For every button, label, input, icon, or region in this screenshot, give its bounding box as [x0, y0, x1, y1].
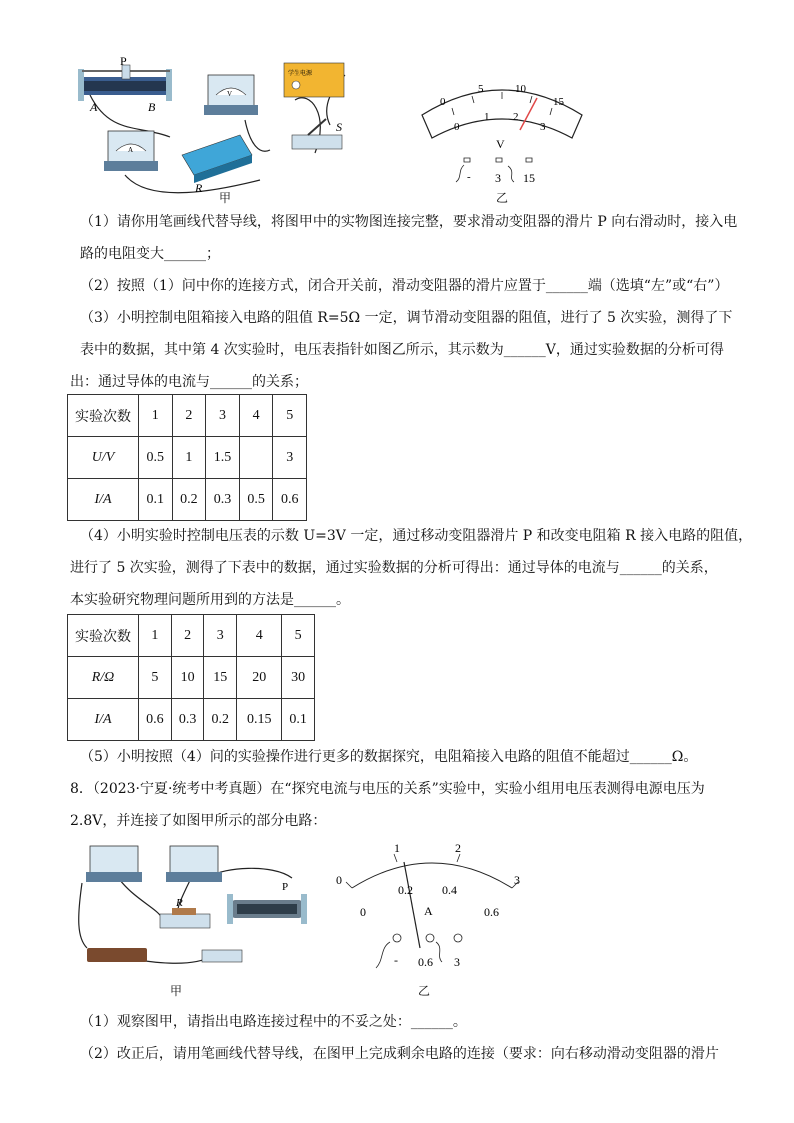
figure-2-caption-right: 乙: [418, 984, 431, 998]
table-row: I/A 0.6 0.3 0.2 0.15 0.1: [68, 699, 315, 741]
figure-2-circuit: [72, 838, 322, 973]
amp-terminal-0.6: 0.6: [418, 955, 433, 969]
amp-unit: A: [424, 904, 433, 918]
rheostat: [227, 894, 307, 924]
resistance-box-label: R: [195, 181, 203, 195]
amp-terminal-neg: -: [394, 953, 398, 967]
slider-p-label: P: [120, 55, 127, 68]
volt-terminal-neg: -: [467, 171, 471, 183]
volt-outer-tick-10: 10: [515, 83, 526, 95]
q1-part4-line3: 本实验研究物理问题所用到的方法是______。: [70, 592, 350, 608]
figure-1-caption-left: 甲: [219, 191, 232, 205]
volt-terminal-3: 3: [495, 171, 501, 185]
switch: [202, 950, 242, 962]
table-row: 实验次数 1 2 3 4 5: [68, 615, 315, 657]
q8-part1: （1）观察图甲，请指出电路连接过程中的不妥之处：______。: [80, 1014, 467, 1030]
ammeter: [86, 846, 142, 882]
amp-terminal-3: 3: [454, 955, 460, 969]
volt-outer-tick-5: 5: [478, 83, 484, 95]
q1-part4-line2: 进行了 5 次实验，测得了下表中的数据，通过实验数据的分析可得出：通过导体的电流与______的关系，: [70, 560, 718, 576]
amp-inner-tick-0.4: 0.4: [442, 883, 457, 897]
figure-2-ammeter-dial: [332, 838, 532, 973]
figure-1-caption-right: 乙: [496, 191, 509, 205]
amp-inner-tick-0.6: 0.6: [484, 905, 499, 919]
volt-inner-tick-0: 0: [454, 121, 460, 133]
table-row: 实验次数 1 2 3 4 5: [68, 395, 307, 437]
terminal-b-label: B: [148, 100, 156, 114]
switch-label: S: [336, 120, 342, 134]
q1-part1-line1: （1）请你用笔画线代替导线，将图甲中的实物图连接完整，要求滑动变阻器的滑片 P 向右滑动时，接入电: [80, 214, 738, 230]
q1-part2: （2）按照（1）问中你的连接方式，闭合开关前，滑动变阻器的滑片应置于______端（选填“左”或“右”）: [80, 278, 729, 294]
switch: [292, 119, 342, 149]
rheostat-p-label: P: [282, 881, 289, 893]
power-supply-label: 学生电源: [288, 71, 313, 77]
q1-part3-line2: 表中的数据，其中第 4 次实验时，电压表指针如图乙所示，其示数为______V，通过实验数据的分析可得: [80, 342, 724, 358]
amp-outer-tick-1: 1: [394, 841, 400, 855]
ammeter-label: A: [128, 146, 134, 154]
figure-1-voltmeter-dial: [412, 70, 592, 190]
figure-1-circuit: [70, 55, 370, 205]
terminal-a-label: A: [90, 100, 98, 114]
data-table-2: [67, 614, 315, 741]
power-supply: [284, 63, 344, 97]
q1-part4-line1: （4）小明实验时控制电压表的示数 U=3V 一定，通过移动变阻器滑片 P 和改变电阻箱 R 接入电路的阻值，: [80, 528, 753, 544]
volt-inner-tick-3: 3: [540, 121, 546, 133]
voltmeter: [166, 846, 222, 882]
q8-intro-line1: 8．（2023·宁夏·统考中考真题）在“探究电流与电压的关系”实验中，实验小组用电压表测得电源电压为: [70, 781, 705, 797]
volt-outer-tick-0: 0: [440, 96, 446, 108]
resistance-box: [182, 135, 252, 183]
resistor: [160, 908, 210, 928]
q8-intro-line2: 2.8V，并连接了如图甲所示的部分电路：: [70, 813, 327, 829]
volt-outer-tick-15: 15: [553, 96, 564, 108]
voltmeter-label: V: [227, 90, 233, 98]
q1-part3-line1: （3）小明控制电阻箱接入电路的阻值 R=5Ω 一定，调节滑动变阻器的阻值，进行了 5 次实验，测得了下: [80, 310, 733, 326]
volt-unit: V: [496, 137, 505, 151]
figure-2-caption-left: 甲: [170, 984, 183, 998]
table-row: U/V 0.5 1 1.5 3: [68, 437, 307, 479]
data-table-1: [67, 394, 307, 521]
battery: [87, 948, 147, 962]
q1-part3-line3: 出：通过导体的电流与______的关系；: [70, 374, 308, 390]
volt-inner-tick-1: 1: [484, 111, 490, 123]
volt-inner-tick-2: 2: [513, 111, 519, 123]
rheostat: [78, 65, 172, 101]
volt-terminal-15: 15: [523, 171, 535, 185]
q8-part2: （2）改正后，请用笔画线代替导线，在图甲上完成剩余电路的连接（要求：向右移动滑动变阻器的滑片: [80, 1046, 719, 1062]
q1-part5: （5）小明按照（4）问的实验操作进行更多的数据探究，电阻箱接入电路的阻值不能超过______Ω。: [80, 749, 698, 765]
table-row: I/A 0.1 0.2 0.3 0.5 0.6: [68, 479, 307, 521]
resistor-label: R: [176, 897, 183, 909]
amp-outer-tick-3: 3: [514, 873, 520, 887]
q1-part1-line2: 路的电阻变大______；: [80, 246, 220, 262]
table-row: R/Ω 5 10 15 20 30: [68, 657, 315, 699]
amp-inner-tick-0: 0: [360, 905, 366, 919]
amp-inner-tick-0.2: 0.2: [398, 883, 413, 897]
amp-outer-tick-0: 0: [336, 873, 342, 887]
amp-outer-tick-2: 2: [455, 841, 461, 855]
